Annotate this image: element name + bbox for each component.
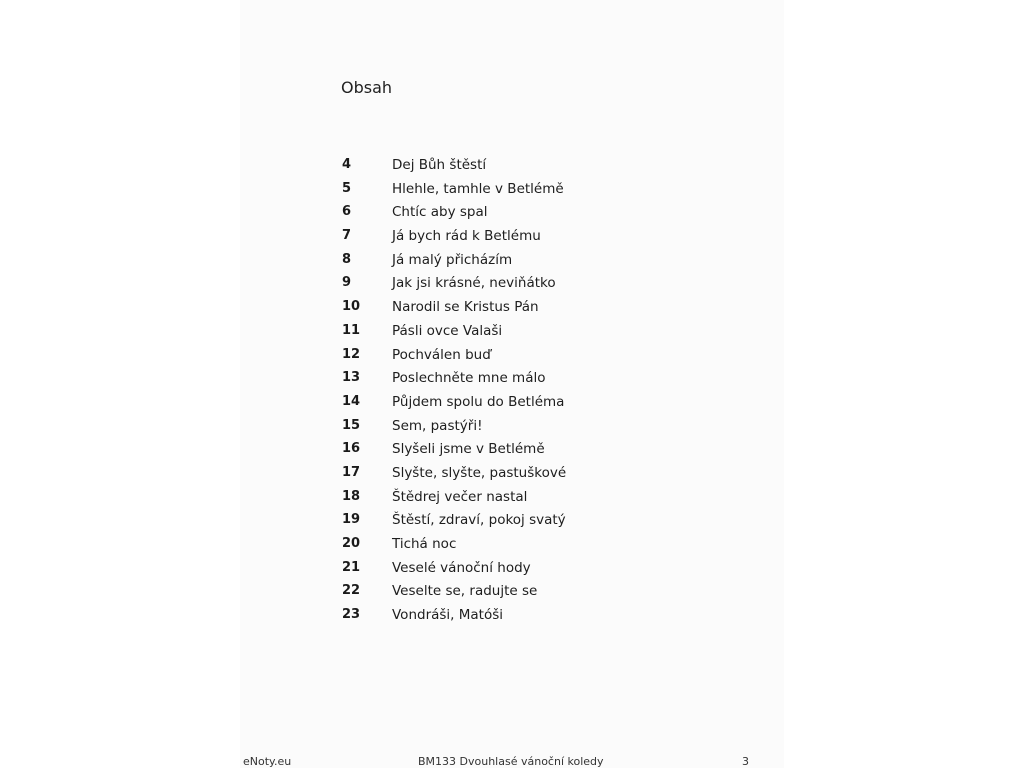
toc-page-number: 17	[342, 464, 361, 480]
toc-song-title: Veselé vánoční hody	[392, 559, 531, 576]
toc-page-number: 23	[342, 607, 361, 623]
toc-song-title: Štědrej večer nastal	[392, 488, 528, 505]
toc-entry	[342, 345, 642, 369]
toc-page-number: 18	[342, 488, 361, 504]
toc-song-title: Vondráši, Matóši	[392, 607, 504, 624]
toc-page-number: 22	[342, 583, 361, 599]
toc-entry	[342, 273, 642, 297]
footer-site: eNoty.eu	[243, 755, 292, 768]
table-of-contents	[342, 155, 642, 629]
toc-entry	[342, 155, 642, 179]
toc-entry	[342, 226, 642, 250]
toc-page-number: 21	[342, 559, 361, 575]
toc-entry	[342, 487, 642, 511]
toc-page-number: 11	[342, 322, 361, 338]
toc-song-title: Hlehle, tamhle v Betlémě	[392, 180, 564, 197]
footer-book-title: BM133 Dvouhlasé vánoční koledy	[418, 755, 604, 768]
toc-song-title: Já bych rád k Betlému	[392, 228, 541, 245]
toc-entry	[342, 510, 642, 534]
toc-song-title: Sem, pastýři!	[392, 417, 483, 434]
toc-page-number: 9	[342, 275, 352, 291]
toc-page-number: 5	[342, 180, 352, 196]
toc-page-number: 20	[342, 536, 361, 551]
toc-page-number: 6	[342, 204, 352, 220]
toc-song-title: Dej Bůh štěstí	[392, 157, 487, 173]
toc-song-title: Štěstí, zdraví, pokoj svatý	[392, 512, 566, 529]
toc-song-title: Pásli ovce Valaši	[392, 322, 503, 339]
toc-song-title: Narodil se Kristus Pán	[392, 299, 539, 316]
toc-page-number: 15	[342, 417, 361, 433]
toc-page-number: 19	[342, 512, 361, 528]
toc-song-title: Slyšte, slyšte, pastuškové	[392, 464, 567, 481]
toc-page-number: 12	[342, 346, 361, 362]
toc-entry	[342, 179, 642, 203]
toc-page-number: 14	[342, 393, 361, 409]
toc-page-number: 10	[342, 299, 361, 315]
toc-entry	[342, 416, 642, 440]
toc-song-title: Já malý přicházím	[392, 251, 513, 268]
toc-entry	[342, 297, 642, 321]
toc-entry	[342, 581, 642, 605]
toc-song-title: Chtíc aby spal	[392, 204, 488, 221]
toc-entry	[342, 202, 642, 226]
toc-entry	[342, 463, 642, 487]
toc-song-title: Pochválen buď	[392, 346, 491, 363]
toc-entry	[342, 605, 642, 629]
toc-entry	[342, 439, 642, 463]
toc-page-number: 7	[342, 228, 352, 244]
toc-page-number: 4	[342, 157, 352, 172]
toc-song-title: Půjdem spolu do Betléma	[392, 393, 565, 410]
toc-entry	[342, 368, 642, 392]
toc-entry	[342, 392, 642, 416]
toc-page-number: 13	[342, 370, 361, 386]
toc-entry	[342, 534, 642, 558]
toc-entry	[342, 321, 642, 345]
toc-song-title: Veselte se, radujte se	[392, 583, 538, 600]
toc-page-number: 8	[342, 251, 352, 267]
toc-song-title: Slyšeli jsme v Betlémě	[392, 441, 545, 458]
toc-entry	[342, 250, 642, 274]
toc-song-title: Tichá noc	[392, 536, 457, 552]
toc-entry	[342, 558, 642, 582]
toc-page-number: 16	[342, 441, 361, 457]
toc-song-title: Jak jsi krásné, neviňátko	[392, 275, 556, 292]
page-title: Obsah	[341, 78, 393, 97]
toc-song-title: Poslechněte mne málo	[392, 370, 546, 387]
footer-page-number: 3	[742, 755, 749, 768]
